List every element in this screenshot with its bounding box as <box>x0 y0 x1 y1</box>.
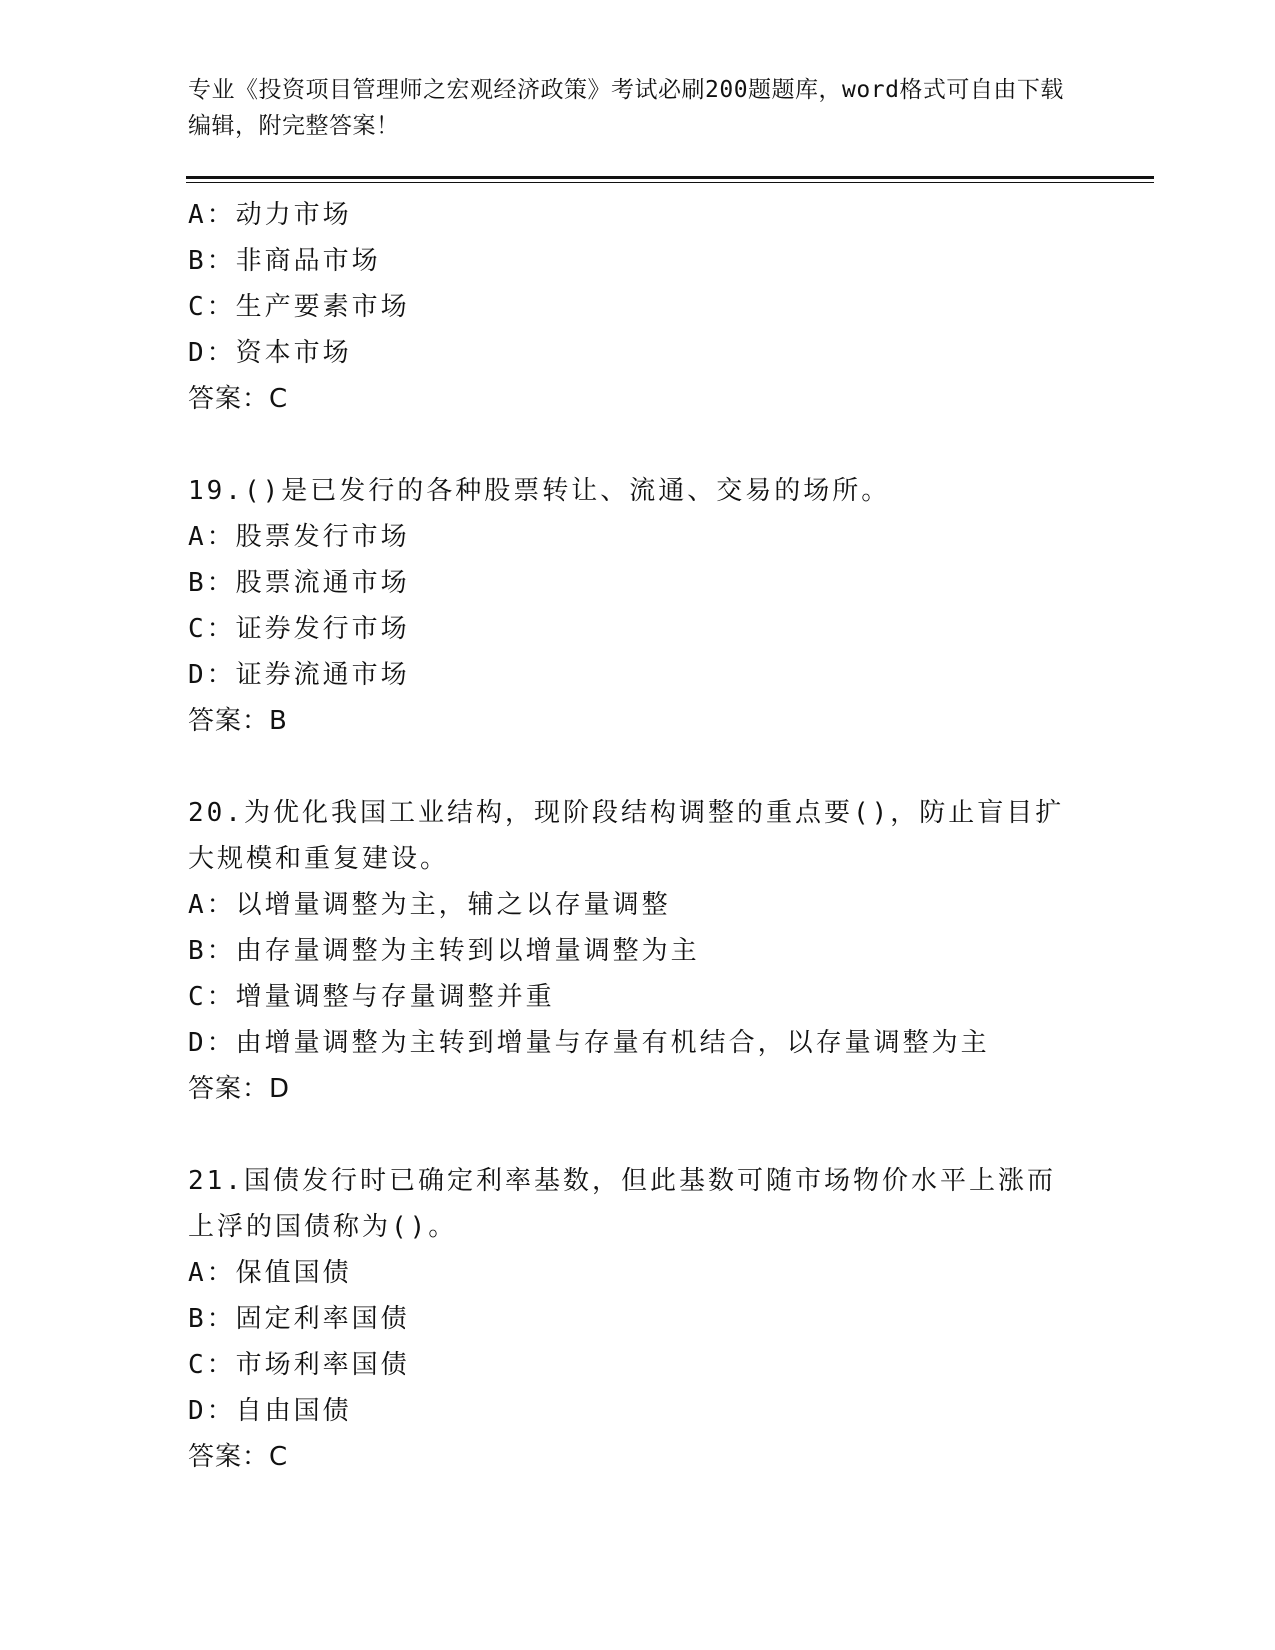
option-d: D：由增量调整为主转到增量与存量有机结合，以存量调整为主 <box>188 1028 990 1058</box>
question-block-18 <box>188 192 1088 422</box>
option-b: B：由存量调整为主转到以增量调整为主 <box>188 936 700 966</box>
option-d: D：资本市场 <box>188 338 352 368</box>
question-list <box>188 192 1088 1480</box>
header-rule-thin <box>186 182 1154 183</box>
answer-line: 答案：B <box>188 706 288 736</box>
option-c: C：市场利率国债 <box>188 1350 410 1380</box>
document-header: 专业《投资项目管理师之宏观经济政策》考试必刷200题题库，word格式可自由下载编辑，附完整答案！ <box>188 77 1064 139</box>
option-c: C：生产要素市场 <box>188 292 410 322</box>
question-stem: 20.为优化我国工业结构，现阶段结构调整的重点要()，防止盲目扩大规模和重复建设。 <box>188 798 1065 874</box>
question-stem: 19.()是已发行的各种股票转让、流通、交易的场所。 <box>188 476 891 506</box>
answer-line: 答案：C <box>188 1442 289 1472</box>
option-a: A：股票发行市场 <box>188 522 410 552</box>
option-a: A：保值国债 <box>188 1258 352 1288</box>
option-b: B：非商品市场 <box>188 246 381 276</box>
answer-line: 答案：C <box>188 384 289 414</box>
question-block-20 <box>188 790 1088 1112</box>
header-rule-thick <box>186 176 1154 179</box>
option-b: B：股票流通市场 <box>188 568 410 598</box>
option-a: A：以增量调整为主，辅之以存量调整 <box>188 890 671 920</box>
question-block-21 <box>188 1158 1088 1480</box>
option-c: C：证券发行市场 <box>188 614 410 644</box>
option-a: A：动力市场 <box>188 200 352 230</box>
option-b: B：固定利率国债 <box>188 1304 410 1334</box>
option-d: D：自由国债 <box>188 1396 352 1426</box>
question-block-19 <box>188 468 1088 744</box>
answer-line: 答案：D <box>188 1074 291 1104</box>
option-c: C：增量调整与存量调整并重 <box>188 982 555 1012</box>
option-d: D：证券流通市场 <box>188 660 410 690</box>
question-stem: 21.国债发行时已确定利率基数，但此基数可随市场物价水平上涨而上浮的国债称为()。 <box>188 1166 1056 1242</box>
